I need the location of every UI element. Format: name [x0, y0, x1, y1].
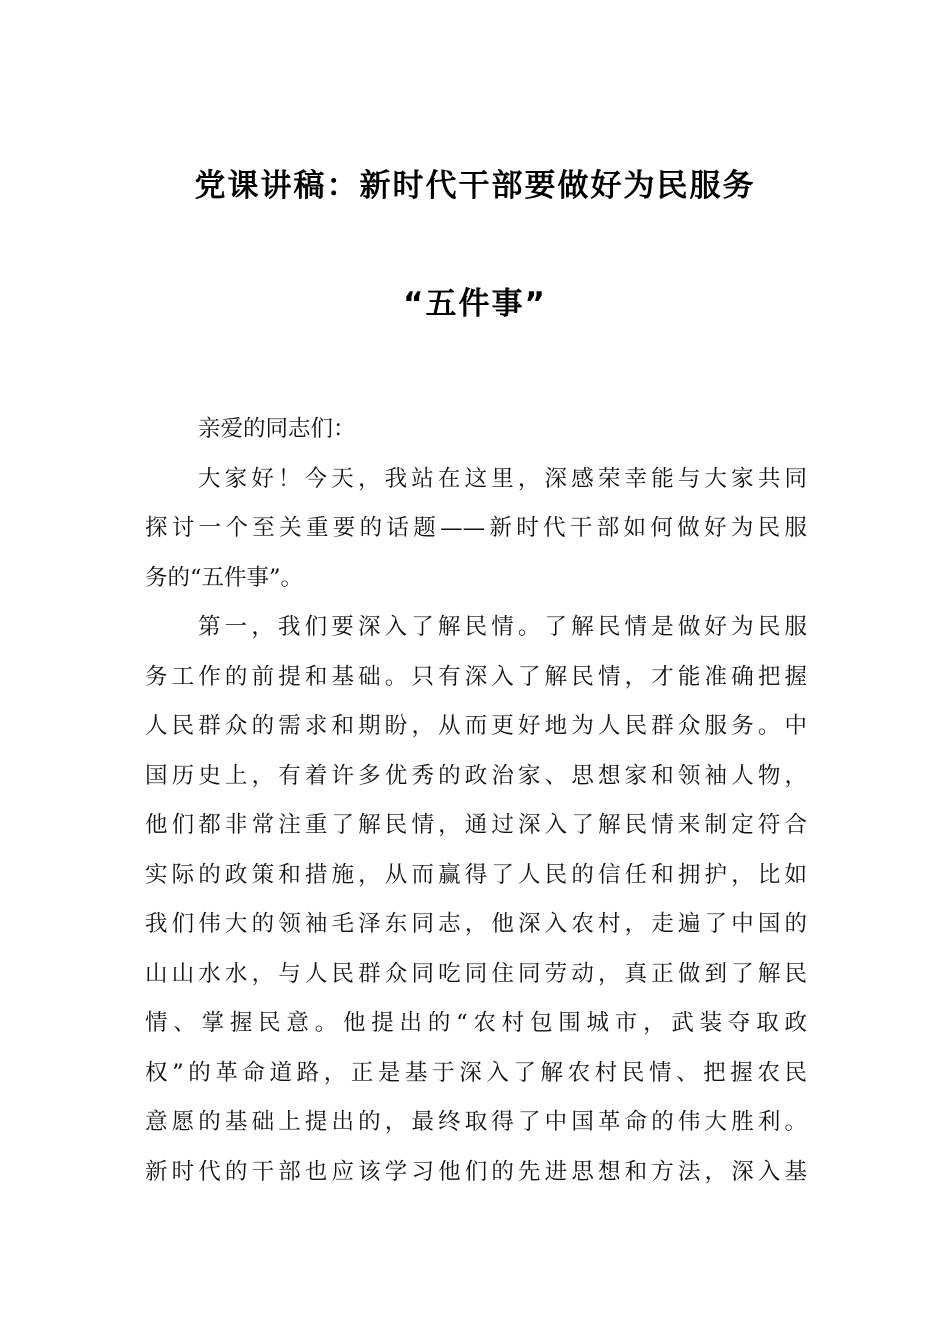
paragraph-2: [145, 603, 807, 1197]
document-title-line-2: “五件事”: [403, 286, 547, 322]
paragraph-line: 探讨一个至关重要的话题——新时代干部如何做好为民服: [145, 515, 807, 541]
paragraph-line: 山山水水，与人民群众同吃同住同劳动，真正做到了解民: [145, 960, 807, 987]
paragraph-line: 人民群众的需求和期盼，从而更好地为人民群众服务。中: [145, 713, 807, 739]
paragraph-line: 权”的革命道路，正是基于深入了解农村民情、把握农民: [145, 1059, 807, 1086]
paragraph-line: 第一，我们要深入了解民情。了解民情是做好为民服: [198, 614, 807, 640]
document-body: [145, 405, 807, 1197]
paragraph-line: 国历史上，有着许多优秀的政治家、思想家和领袖人物，: [145, 762, 807, 789]
paragraph-line: 新时代的干部也应该学习他们的先进思想和方法，深入基: [145, 1158, 807, 1185]
paragraph-line: 意愿的基础上提出的，最终取得了中国革命的伟大胜利。: [145, 1109, 807, 1135]
paragraph-line: 他们都非常注重了解民情，通过深入了解民情来制定符合: [145, 812, 807, 838]
paragraph-line: 我们伟大的领袖毛泽东同志，他深入农村，走遍了中国的: [145, 911, 807, 937]
paragraph-line: 务工作的前提和基础。只有深入了解民情，才能准确把握: [145, 663, 807, 690]
paragraph-line: 务的“五件事”。: [145, 564, 304, 591]
paragraph-line: 情、掌握民意。他提出的“农村包围城市，武装夺取政: [145, 1010, 807, 1036]
paragraph-line: 实际的政策和措施，从而赢得了人民的信任和拥护，比如: [145, 861, 807, 888]
paragraph-1: [145, 455, 807, 604]
paragraph-line: 大家好！今天，我站在这里，深感荣幸能与大家共同: [198, 465, 807, 492]
greeting: 亲爱的同志们：: [198, 416, 356, 442]
document-title-line-1: 党课讲稿：新时代干部要做好为民服务: [194, 168, 756, 204]
